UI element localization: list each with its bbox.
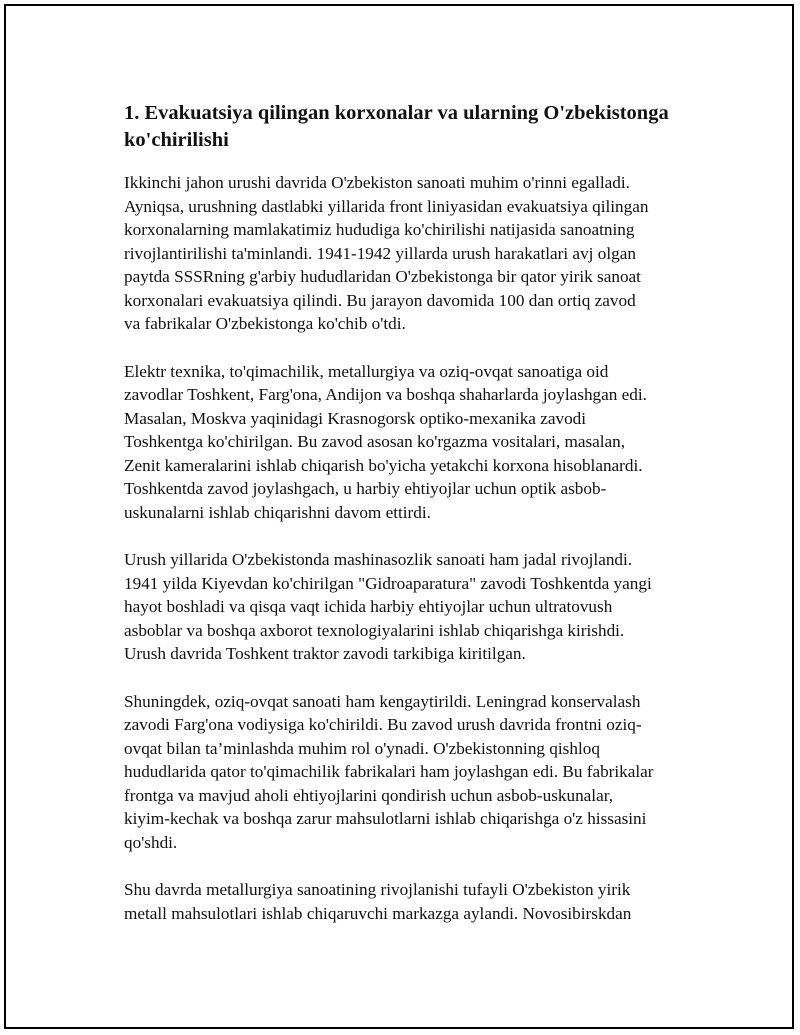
paragraph-line: qo'shdi. bbox=[124, 832, 178, 852]
paragraph-3 bbox=[124, 548, 694, 666]
paragraph-line: Zenit kameralarini ishlab chiqarish bo'yicha yetakchi korxona hisoblanardi. bbox=[124, 455, 643, 475]
paragraph-2 bbox=[124, 360, 694, 525]
paragraph-4 bbox=[124, 690, 694, 855]
page-frame bbox=[4, 4, 794, 1029]
heading-line: ko'chirilishi bbox=[124, 129, 229, 151]
paragraph-line: Masalan, Moskva yaqinidagi Krasnogorsk optiko-mexanika zavodi bbox=[124, 408, 587, 428]
paragraph-line: zavodi Farg'ona vodiysiga ko'chirildi. Bu zavod urush davrida frontni oziq- bbox=[124, 715, 642, 734]
paragraph-line: rivojlantirilishi ta'minlandi. 1941-1942 yillarda urush harakatlari avj olgan bbox=[124, 243, 636, 263]
paragraph-line: Urush yillarida O'zbekistonda mashinasozlik sanoati ham jadal rivojlandi. bbox=[124, 550, 633, 569]
paragraph-line: korxonalari evakuatsiya qilindi. Bu jarayon davomida 100 dan ortiq zavod bbox=[124, 290, 636, 310]
paragraph-line: Elektr texnika, to'qimachilik, metallurgiya va oziq-ovqat sanoatiga oid bbox=[124, 361, 609, 381]
paragraph-line: zavodlar Toshkent, Farg'ona, Andijon va boshqa shaharlarda joylashgan edi. bbox=[124, 385, 647, 404]
section-heading bbox=[124, 100, 694, 154]
paragraph-line: hududlarida qator to'qimachilik fabrikalari ham joylashgan edi. Bu fabrikalar bbox=[124, 762, 654, 781]
paragraph-line: hayot boshladi va qisqa vaqt ichida harbiy ehtiyojlar uchun ultratovush bbox=[124, 597, 613, 616]
paragraph-line: Shuningdek, oziq-ovqat sanoati ham kengaytirildi. Leningrad konservalash bbox=[124, 691, 641, 711]
paragraph-line: kiyim-kechak va boshqa zarur mahsulotlarni ishlab chiqarishga o'z hissasini bbox=[124, 809, 647, 828]
paragraph-line: Ikkinchi jahon urushi davrida O'zbekiston sanoati muhim o'rinni egalladi. bbox=[124, 173, 630, 192]
paragraph-line: paytda SSSRning g'arbiy hududlaridan O'zbekistonga bir qator yirik sanoat bbox=[124, 267, 641, 286]
paragraph-1 bbox=[124, 171, 694, 336]
paragraph-line: Ayniqsa, urushning dastlabki yillarida front liniyasidan evakuatsiya qilingan bbox=[124, 196, 649, 216]
paragraph-line: Toshkentga ko'chirilgan. Bu zavod asosan ko'rgazma vositalari, masalan, bbox=[124, 432, 626, 451]
heading-line: 1. Evakuatsiya qilingan korxonalar va ularning O'zbekistonga bbox=[124, 102, 669, 124]
paragraph-line: metall mahsulotlari ishlab chiqaruvchi markazga aylandi. Novosibirskdan bbox=[124, 903, 632, 923]
paragraph-line: va fabrikalar O'zbekistonga ko'chib o'tdi. bbox=[124, 314, 406, 333]
paragraph-line: korxonalarning mamlakatimiz hududiga ko'chirilishi natijasida sanoatning bbox=[124, 220, 635, 239]
paragraph-line: asboblar va boshqa axborot texnologiyalarini ishlab chiqarishga kirishdi. bbox=[124, 620, 625, 640]
paragraph-line: Urush davrida Toshkent traktor zavodi tarkibiga kiritilgan. bbox=[124, 644, 526, 663]
paragraph-line: Toshkentda zavod joylashgach, u harbiy ehtiyojlar uchun optik asbob- bbox=[124, 479, 607, 498]
document-body bbox=[124, 100, 694, 949]
paragraph-line: Shu davrda metallurgiya sanoatining rivojlanishi tufayli O'zbekiston yirik bbox=[124, 880, 631, 899]
paragraph-line: uskunalarni ishlab chiqarishni davom ettirdi. bbox=[124, 502, 431, 522]
paragraph-line: 1941 yilda Kiyevdan ko'chirilgan "Gidroaparatura" zavodi Toshkentda yangi bbox=[124, 573, 652, 593]
paragraph-line: frontga va mavjud aholi ehtiyojlarini qondirish uchun asbob-uskunalar, bbox=[124, 785, 614, 805]
paragraph-line: ovqat bilan ta’minlashda muhim rol o'ynadi. O'zbekistonning qishloq bbox=[124, 738, 600, 758]
paragraph-5 bbox=[124, 878, 694, 925]
